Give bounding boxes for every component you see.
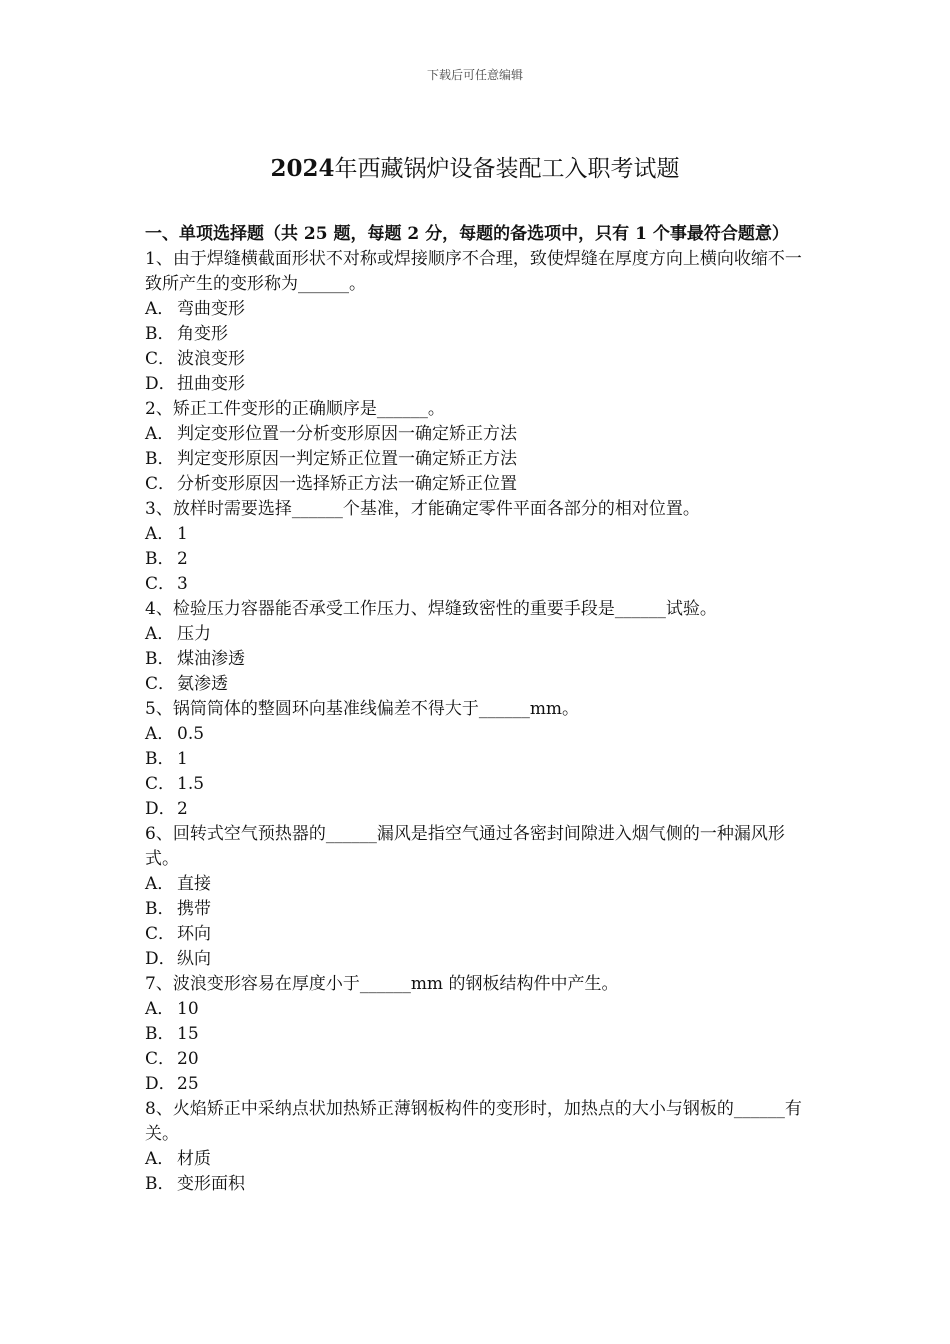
question-stem: 6、回转式空气预热器的______漏风是指空气通过各密封间隙进入烟气侧的一种漏风形式。 [145, 824, 785, 869]
answer-option [145, 797, 810, 822]
answer-option [145, 322, 810, 347]
option-text: 判定变形位置一分析变形原因一确定矫正方法 [177, 424, 517, 444]
option-letter: B． [145, 549, 175, 569]
question-6 [145, 822, 810, 972]
question-7 [145, 972, 810, 1097]
option-letter: C． [145, 474, 176, 494]
answer-option [145, 1172, 810, 1197]
answer-option [145, 572, 810, 597]
option-letter: D． [145, 799, 176, 819]
option-letter: A． [145, 724, 175, 744]
answer-option [145, 522, 810, 547]
option-letter: B． [145, 899, 175, 919]
question-2 [145, 397, 810, 497]
question-8 [145, 1097, 810, 1197]
option-letter: D． [145, 374, 176, 394]
title-year: 2024 [270, 155, 335, 182]
option-text: 分析变形原因一选择矫正方法一确定矫正位置 [177, 474, 517, 494]
answer-option [145, 547, 810, 572]
option-letter: B． [145, 1174, 175, 1194]
answer-option [145, 622, 810, 647]
option-letter: B． [145, 449, 175, 469]
option-text: 氨渗透 [177, 674, 228, 694]
option-text: 15 [177, 1024, 199, 1044]
option-letter: B． [145, 1024, 175, 1044]
document-title [0, 150, 950, 183]
option-letter: A． [145, 424, 175, 444]
option-text: 1 [177, 749, 188, 769]
option-text: 直接 [177, 874, 211, 894]
answer-option [145, 747, 810, 772]
option-text: 材质 [177, 1149, 211, 1169]
answer-option [145, 472, 810, 497]
answer-option [145, 347, 810, 372]
question-4 [145, 597, 810, 697]
option-text: 20 [177, 1049, 199, 1069]
option-text: 波浪变形 [177, 349, 245, 369]
option-text: 2 [177, 799, 188, 819]
question-stem: 5、锅筒筒体的整圆环向基准线偏差不得大于______mm。 [145, 699, 580, 719]
section-heading: 一、单项选择题（共 25 题，每题 2 分，每题的备选项中，只有 1 个事最符合题意） [145, 224, 789, 244]
option-letter: C． [145, 574, 176, 594]
option-text: 25 [177, 1074, 199, 1094]
answer-option [145, 647, 810, 672]
answer-option [145, 422, 810, 447]
option-text: 3 [177, 574, 188, 594]
option-text: 携带 [177, 899, 211, 919]
header-note: 下载后可任意编辑 [426, 68, 523, 82]
option-text: 角变形 [177, 324, 228, 344]
option-text: 弯曲变形 [177, 299, 245, 319]
option-letter: C． [145, 924, 176, 944]
option-letter: D． [145, 1074, 176, 1094]
answer-option [145, 897, 810, 922]
answer-option [145, 672, 810, 697]
option-text: 1 [177, 524, 188, 544]
question-stem: 1、由于焊缝横截面形状不对称或焊接顺序不合理，致使焊缝在厚度方向上横向收缩不一致所产生的变形称为______。 [145, 249, 802, 294]
answer-option [145, 297, 810, 322]
question-stem: 7、波浪变形容易在厚度小于______mm 的钢板结构件中产生。 [145, 974, 619, 994]
answer-option [145, 372, 810, 397]
option-text: 1.5 [177, 774, 205, 794]
answer-option [145, 1147, 810, 1172]
option-letter: A． [145, 999, 175, 1019]
option-text: 判定变形原因一判定矫正位置一确定矫正方法 [177, 449, 517, 469]
option-letter: B． [145, 649, 175, 669]
option-letter: A． [145, 624, 175, 644]
option-letter: B． [145, 749, 175, 769]
option-text: 压力 [177, 624, 211, 644]
option-text: 10 [177, 999, 199, 1019]
option-letter: A． [145, 874, 175, 894]
option-letter: C． [145, 774, 176, 794]
option-letter: A． [145, 299, 175, 319]
question-stem: 2、矫正工件变形的正确顺序是______。 [145, 399, 445, 419]
option-text: 环向 [177, 924, 211, 944]
option-text: 0.5 [177, 724, 205, 744]
answer-option [145, 947, 810, 972]
answer-option [145, 997, 810, 1022]
question-3 [145, 497, 810, 597]
question-stem: 8、火焰矫正中采纳点状加热矫正薄钢板构件的变形时，加热点的大小与钢板的______有关。 [145, 1099, 802, 1144]
option-letter: D． [145, 949, 176, 969]
option-letter: C． [145, 674, 176, 694]
answer-option [145, 922, 810, 947]
answer-option [145, 1072, 810, 1097]
answer-option [145, 772, 810, 797]
answer-option [145, 872, 810, 897]
option-letter: C． [145, 349, 176, 369]
option-text: 纵向 [177, 949, 211, 969]
question-stem: 3、放样时需要选择______个基准，才能确定零件平面各部分的相对位置。 [145, 499, 700, 519]
document-body [145, 222, 810, 1197]
question-stem: 4、检验压力容器能否承受工作压力、焊缝致密性的重要手段是______试验。 [145, 599, 717, 619]
answer-option [145, 722, 810, 747]
option-letter: B． [145, 324, 175, 344]
question-5 [145, 697, 810, 822]
option-text: 煤油渗透 [177, 649, 245, 669]
option-text: 扭曲变形 [177, 374, 245, 394]
question-list [145, 247, 810, 1197]
title-text: 年西藏锅炉设备装配工入职考试题 [334, 156, 680, 182]
option-text: 2 [177, 549, 188, 569]
answer-option [145, 1047, 810, 1072]
option-text: 变形面积 [177, 1174, 245, 1194]
option-letter: C． [145, 1049, 176, 1069]
answer-option [145, 447, 810, 472]
option-letter: A． [145, 524, 175, 544]
answer-option [145, 1022, 810, 1047]
question-1 [145, 247, 810, 397]
option-letter: A． [145, 1149, 175, 1169]
